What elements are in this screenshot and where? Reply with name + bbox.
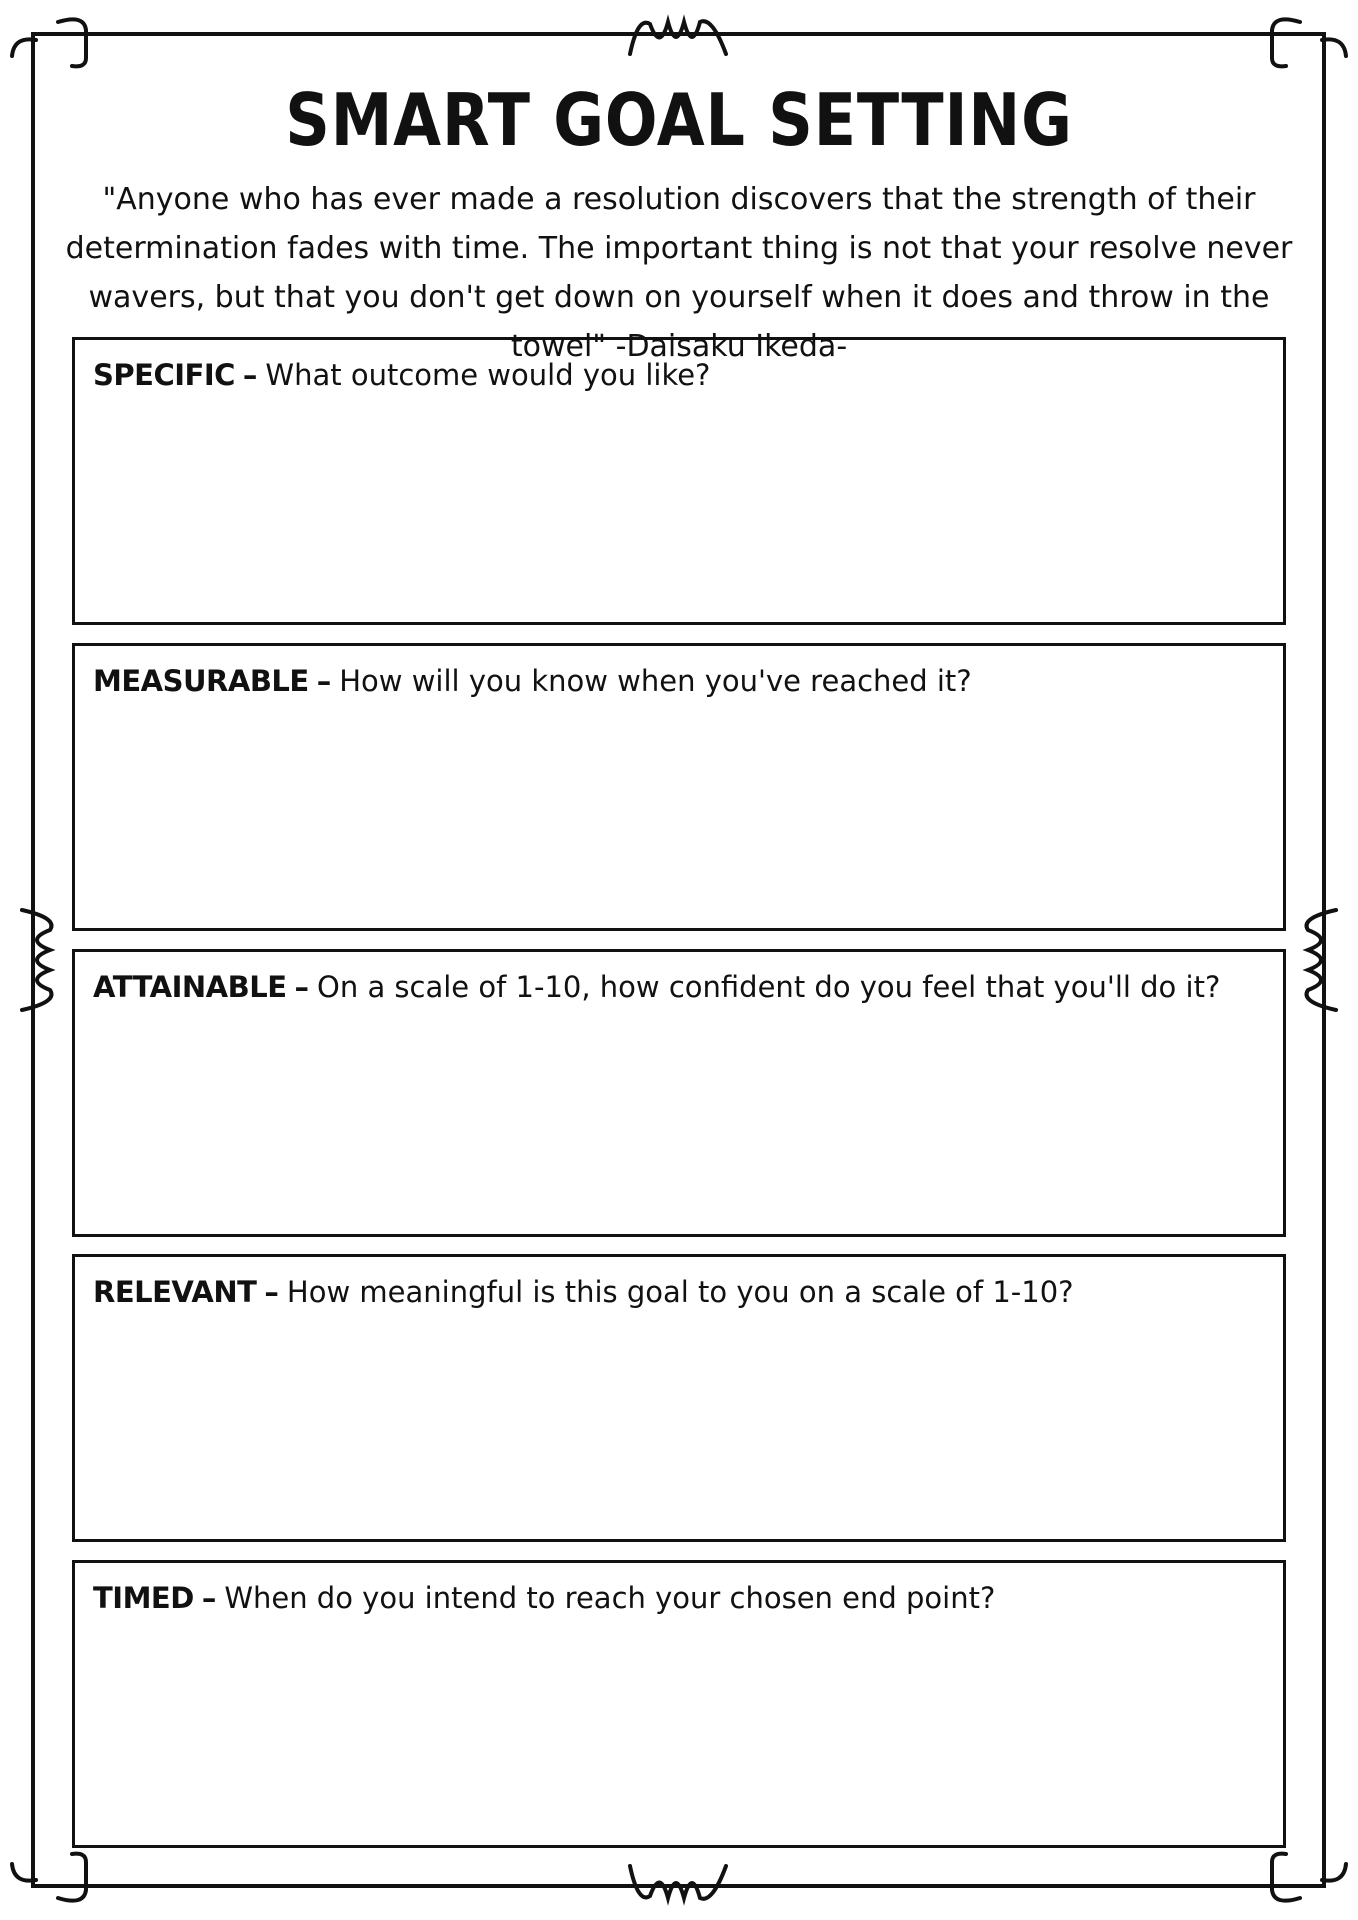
- attainable-box[interactable]: [72, 949, 1286, 1237]
- timed-question: When do you intend to reach your chosen end point?: [224, 1581, 996, 1615]
- corner-curl-icon: [12, 19, 86, 66]
- relevant-key: RELEVANT: [93, 1275, 257, 1309]
- relevant-question: How meaningful is this goal to you on a scale of 1-10?: [286, 1275, 1074, 1309]
- corner-curl-icon: [12, 1854, 86, 1901]
- measurable-label: MEASURABLE – How will you know when you've reached it?: [93, 664, 972, 698]
- squiggle-icon: [630, 1866, 726, 1899]
- quote-text: "Anyone who has ever made a resolution discovers that the strength of their determination fades with time. The important thing is not that your resolve never wavers, but that you don't get down on yourself when it does and throw in the towel" -Daisaku Ikeda-: [65, 182, 1293, 364]
- relevant-label: RELEVANT – How meaningful is this goal to you on a scale of 1-10?: [93, 1275, 1074, 1309]
- measurable-question: How will you know when you've reached it?: [339, 664, 972, 698]
- attainable-question: On a scale of 1-10, how confident do you feel that you'll do it?: [317, 970, 1221, 1004]
- measurable-key: MEASURABLE: [93, 664, 309, 698]
- specific-question: What outcome would you like?: [265, 358, 711, 392]
- specific-key: SPECIFIC: [93, 358, 235, 392]
- timed-box[interactable]: [72, 1560, 1286, 1848]
- specific-box[interactable]: [72, 337, 1286, 625]
- squiggle-icon: [630, 21, 726, 54]
- timed-label: TIMED – When do you intend to reach your chosen end point?: [93, 1581, 996, 1615]
- squiggle-icon: [1307, 910, 1336, 1010]
- attainable-label: ATTAINABLE – On a scale of 1-10, how confident do you feel that you'll do it?: [93, 970, 1221, 1004]
- specific-label: SPECIFIC – What outcome would you like?: [93, 358, 711, 392]
- attainable-key: ATTAINABLE: [93, 970, 287, 1004]
- squiggle-icon: [22, 910, 51, 1010]
- relevant-box[interactable]: [72, 1254, 1286, 1542]
- measurable-box[interactable]: [72, 643, 1286, 931]
- corner-curl-icon: [1272, 19, 1346, 66]
- corner-curl-icon: [1272, 1854, 1346, 1901]
- page-title: SMART GOAL SETTING: [285, 78, 1073, 162]
- timed-key: TIMED: [93, 1581, 194, 1615]
